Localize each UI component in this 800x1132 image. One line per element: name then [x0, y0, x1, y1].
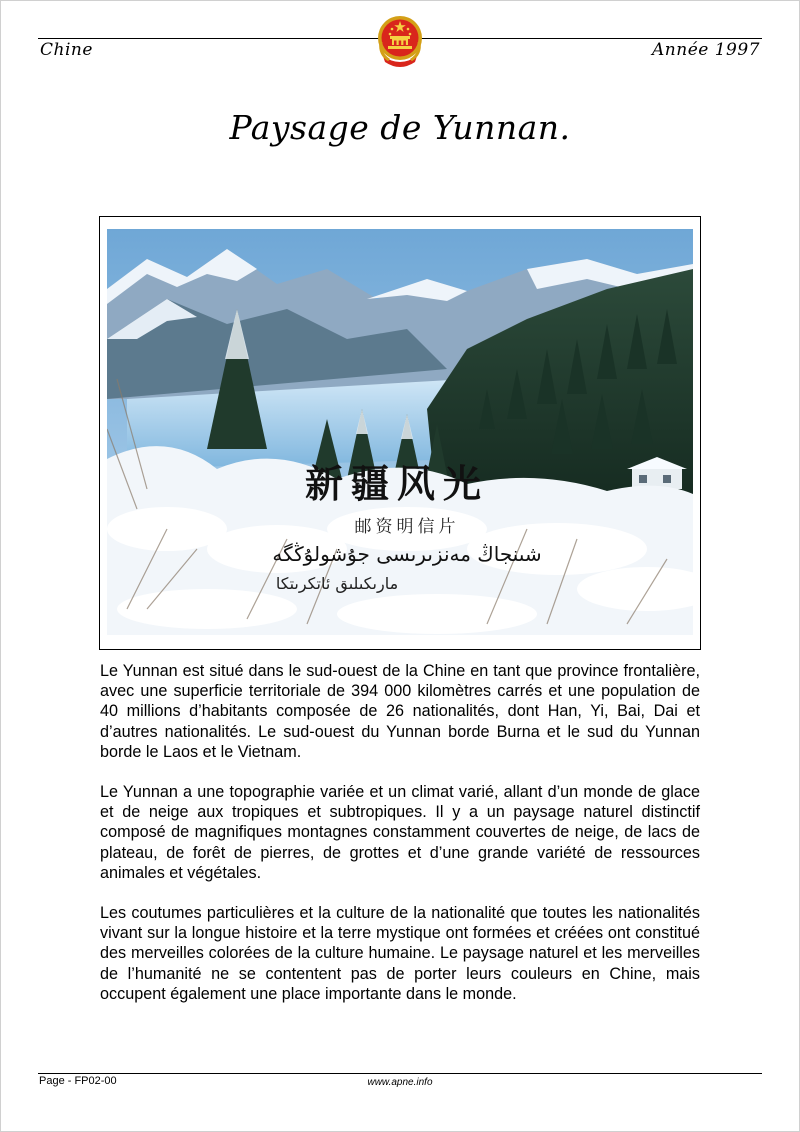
paragraph-3: Les coutumes particulières et la culture de la nationalité que toutes les nationalités vivant sur la longue histoire et la terre mystique ont formées et créées ont constitué des merveilles colorées de la culture humaine. Le paysage naturel et les merveilles de l’humanité ne se contentent pas de porter leurs couleurs en Chine, mais occupent également une place importante dans le monde.: [100, 904, 700, 1003]
website-link[interactable]: www.apne.info: [367, 1077, 433, 1088]
header-year: Année 1997: [652, 40, 760, 60]
landscape-photo: [107, 229, 693, 635]
caption-uyghur-2: مارىكىلىق ئاتكرىتكا: [275, 574, 399, 593]
photo-frame: [99, 216, 701, 650]
paragraph-2: Le Yunnan a une topographie variée et un climat varié, allant d’un monde de glace et de neige aux tropiques et subtropiques. Il y a un paysage naturel distinctif composé de magnifiques montagnes constamment couvertes de neige, de lacs de plateau, de forêt de pierres, de grottes et d’une grande variété de ressources animales et végétales.: [100, 783, 700, 882]
footer-rule: [38, 1073, 762, 1074]
caption-subtitle: 邮资明信片: [354, 517, 460, 537]
paragraph-1: Le Yunnan est situé dans le sud-ouest de la Chine en tant que province frontalière, avec une superficie territoriale de 394 000 kilomètres carrés et une population de 40 millions d’habitants composée de 26 nationalités, dont Han, Yi, Bai, Dai et d’autres nationalités. Le sud-ouest du Yunnan borde Burna et le sud du Yunnan borde le Laos et le Vietnam.: [100, 662, 700, 761]
national-emblem-icon: [375, 12, 425, 70]
body-text: [100, 661, 700, 1024]
caption-uyghur-1: شىنجاڭ مەنزىرىسى جۇشولۇڭگە: [272, 542, 542, 566]
caption-chinese: 新疆风光: [304, 462, 490, 506]
page-number: Page - FP02-00: [39, 1075, 117, 1087]
page-title: Paysage de Yunnan.: [229, 108, 571, 147]
header-country: Chine: [40, 40, 93, 60]
